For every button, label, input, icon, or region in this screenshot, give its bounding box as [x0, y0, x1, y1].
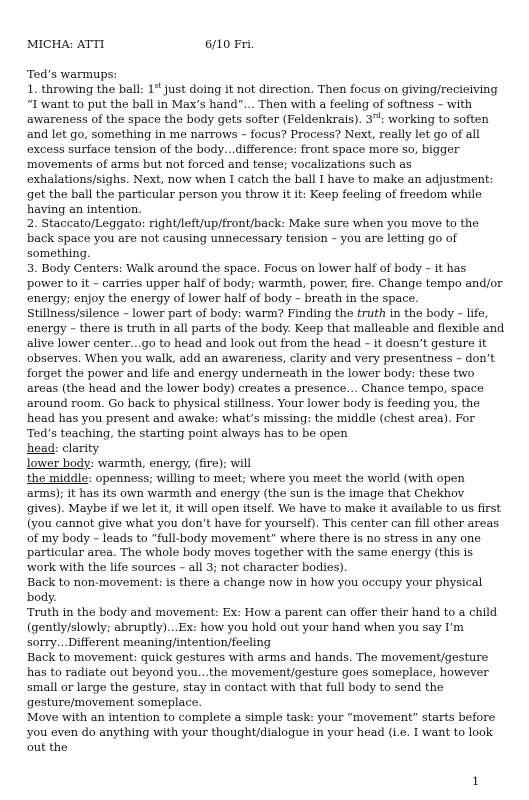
item-3: 3. Body Centers: Walk around the space. Focus on lower half of body – it has power to it – carries upper half of body; warmth, power, fire. Change tempo and/or energy; enjoy the energy of lower half of body – breath in the space. Stillness/silence – lower part of body: warm? Finding the truth in the body – life, energy – there is truth in all parts of the body. Keep that malleable and flexible and alive lower center…go to head and look out from the head – it doesn’t gesture it observes. When you walk, add an awareness, clarity and very presentness – don’t forget the power and life and energy underneath in the lower body: these two areas (the head and the lower body) creates a presence… Chance tempo, space around room. Go back to physical stillness. Your lower body is feeding you, the head has you present and awake: what’s missing: the middle (chest area). For Ted’s teaching, the starting point always has to be open [27, 262, 505, 440]
center-middle: the middle: openness; willing to meet; where you meet the world (with open arms); it has its own warmth and energy (the sun is the image that Chekhov gives). Maybe if we let it, it will open itself. We have to make it available to us first (you cannot give what you don’t have for yourself). This center can fill other areas of my body – leads to “full-body movement” where there is no stress in any one particular area. The whole body moves together with the same energy (this is work with the life sources – all 3; not character bodies). [27, 471, 501, 575]
paragraph-non-movement: Back to non-movement: is there a change now in how you occupy your physical body. [27, 576, 483, 605]
header-name: MICHA: ATTI [27, 38, 105, 51]
center-lower-body: lower body: warmth, energy, (fire); will [27, 456, 252, 470]
center-head: head: clarity [27, 441, 99, 455]
paragraph-intention: Move with an intention to complete a simple task: your “movement” starts before you even do anything with your thought/dialogue in your head (i.e. I want to look out the [27, 710, 496, 754]
item-1: 1. throwing the ball: 1st just doing it not direction. Then focus on giving/recieiving “I want to put the ball in Max’s hand”… Then with a feeling of softness – with awareness of the space the body gets softer (Feldenkrais). 3rd: working to soften and let go, something in me narrows – focus? Process? Next, really let go of all excess surface tension of the body…difference: front space more so, bigger movements of arms but not forced and tense; vocalizations such as exhalations/sighs. Next, now when I catch the ball I have to make an adjustment: get the ball the particular person you throw it it: Keep feeling of freedom while having an intention. [27, 82, 498, 216]
header [27, 38, 505, 53]
document-page [27, 38, 505, 756]
paragraph-back-to-movement: Back to movement: quick gestures with arms and hands. The movement/gesture has to radiate out beyond you…the movement/gesture goes someplace, however small or large the gesture, stay in contact with that full body to send the gesture/movement someplace. [27, 651, 489, 709]
header-date: 6/10 Fri. [205, 38, 255, 51]
item-2: 2. Staccato/Leggato: right/left/up/front/back: Make sure when you move to the back space you are not causing unnecessary tension – you are letting go of something. [27, 217, 479, 261]
paragraph-truth: Truth in the body and movement: Ex: How a parent can offer their hand to a child (gently/slowly; abruptly)…Ex: how you hold out your hand when you say I’m sorry…Different meaning/intention/feeling [27, 606, 498, 650]
page-number: 1 [472, 775, 480, 788]
section-title: Ted’s warmups: [27, 67, 118, 81]
